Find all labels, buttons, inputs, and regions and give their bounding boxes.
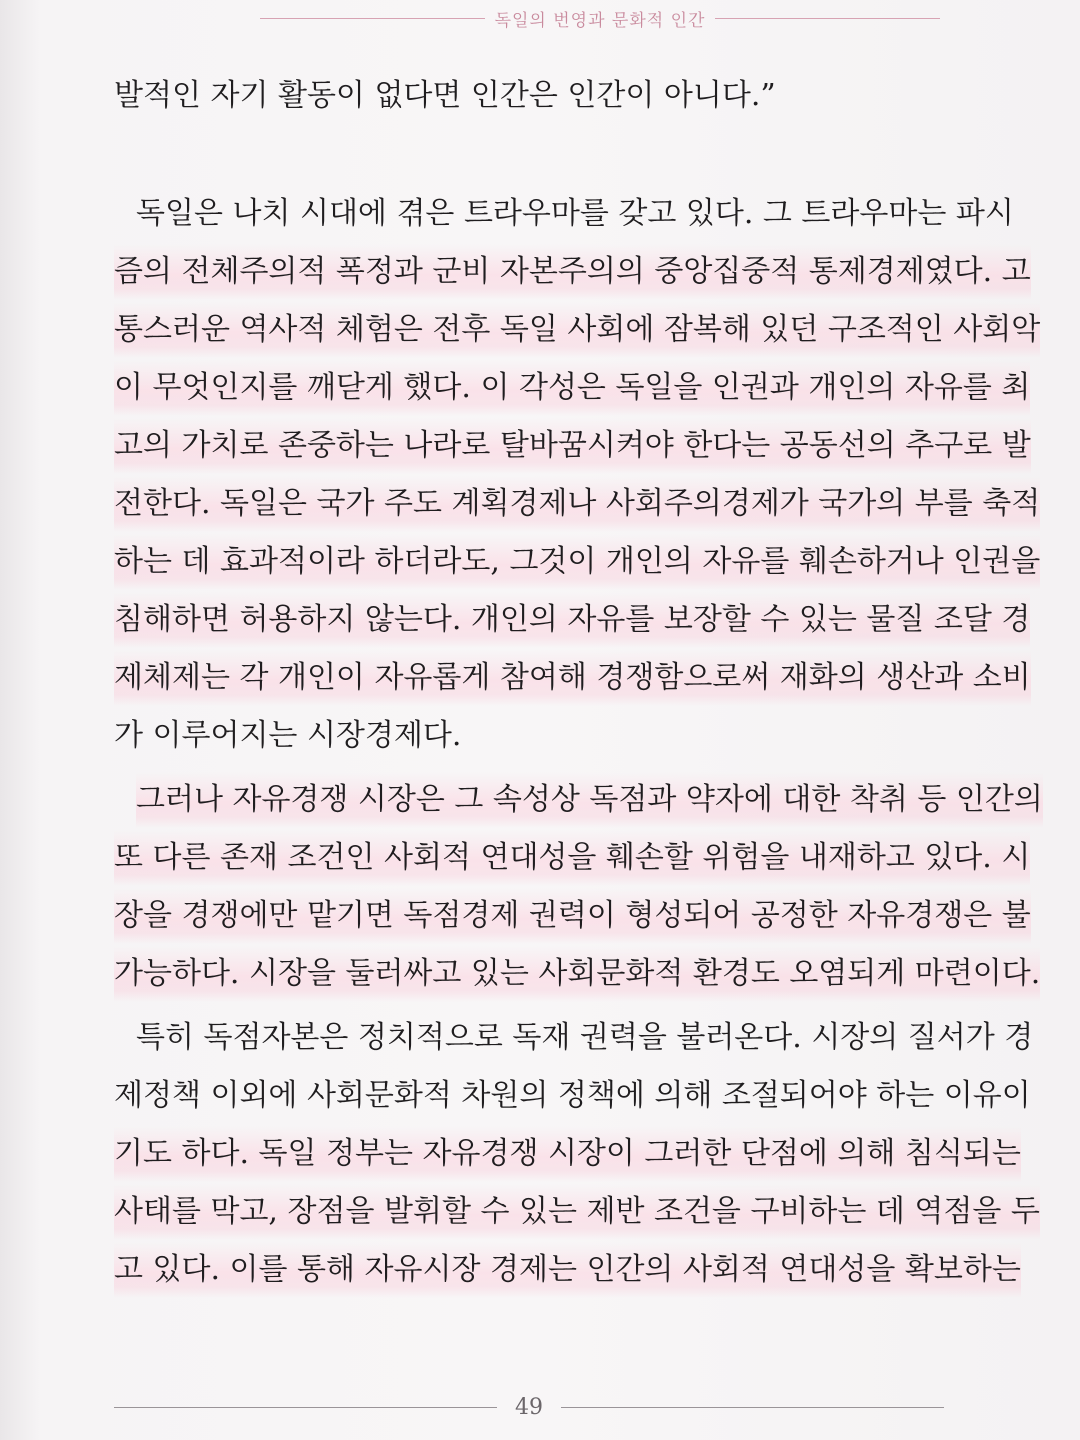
header-rule-left <box>260 18 485 19</box>
text-line: 독일은 나치 시대에 겪은 트라우마를 갖고 있다. 그 트라우마는 파시 <box>136 196 1014 231</box>
footer-rule-right <box>561 1407 944 1408</box>
text-line: 발적인 자기 활동이 없다면 인간은 인간이 아니다.” <box>114 78 776 113</box>
text-line: 제체제는 각 개인이 자유롭게 참여해 경쟁함으로써 재화의 생산과 소비 <box>114 650 1031 706</box>
page-number: 49 <box>515 1394 543 1420</box>
header-rule-right <box>715 18 940 19</box>
text-line: 그러나 자유경쟁 시장은 그 속성상 독점과 약자에 대한 착취 등 인간의 <box>136 772 1043 828</box>
text-line: 또 다른 존재 조건인 사회적 연대성을 훼손할 위험을 내재하고 있다. 시 <box>114 830 1030 886</box>
text-line: 제정책 이외에 사회문화적 차원의 정책에 의해 조절되어야 하는 이유이 <box>114 1078 1031 1113</box>
page-footer <box>114 1392 944 1422</box>
text-line: 즘의 전체주의적 폭정과 군비 자본주의의 중앙집중적 통제경제였다. 고 <box>114 244 1031 300</box>
text-line: 전한다. 독일은 국가 주도 계획경제나 사회주의경제가 국가의 부를 축적 <box>114 476 1040 532</box>
text-line: 특히 독점자본은 정치적으로 독재 권력을 불러온다. 시장의 질서가 경 <box>136 1020 1034 1055</box>
text-line: 고의 가치로 존중하는 나라로 탈바꿈시켜야 한다는 공동선의 추구로 발 <box>114 418 1031 474</box>
text-line: 가 이루어지는 시장경제다. <box>114 718 462 753</box>
running-title: 독일의 번영과 문화적 인간 <box>494 10 706 31</box>
text-line: 하는 데 효과적이라 하더라도, 그것이 개인의 자유를 훼손하거나 인권을 <box>114 534 1040 590</box>
running-header <box>260 6 940 30</box>
text-line: 통스러운 역사적 체험은 전후 독일 사회에 잠복해 있던 구조적인 사회악 <box>114 302 1040 358</box>
text-line: 사태를 막고, 장점을 발휘할 수 있는 제반 조건을 구비하는 데 역점을 두 <box>114 1184 1040 1240</box>
text-line: 기도 하다. 독일 정부는 자유경쟁 시장이 그러한 단점에 의해 침식되는 <box>114 1126 1021 1182</box>
text-line: 가능하다. 시장을 둘러싸고 있는 사회문화적 환경도 오염되게 마련이다. <box>114 946 1040 1002</box>
text-line: 이 무엇인지를 깨닫게 했다. 이 각성은 독일을 인권과 개인의 자유를 최 <box>114 360 1030 416</box>
text-line: 고 있다. 이를 통해 자유시장 경제는 인간의 사회적 연대성을 확보하는 <box>114 1242 1021 1298</box>
text-line: 장을 경쟁에만 맡기면 독점경제 권력이 형성되어 공정한 자유경쟁은 불 <box>114 888 1031 944</box>
text-line: 침해하면 허용하지 않는다. 개인의 자유를 보장할 수 있는 물질 조달 경 <box>114 592 1030 648</box>
footer-rule-left <box>114 1407 497 1408</box>
